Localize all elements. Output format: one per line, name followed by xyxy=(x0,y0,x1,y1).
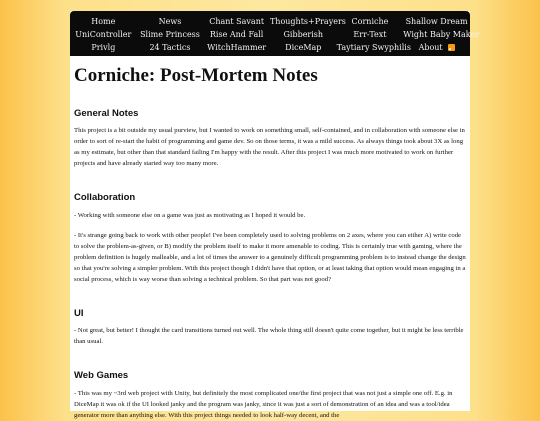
nav-link-taytiary-swyphilis[interactable]: Taytiary Swyphilis xyxy=(336,43,411,52)
nav-link-witchhammer[interactable]: WitchHammer xyxy=(207,43,267,52)
nav-link-24-tactics[interactable]: 24 Tactics xyxy=(149,43,191,52)
nav-link-chant-savant[interactable]: Chant Savant xyxy=(209,17,265,26)
section-ui xyxy=(74,309,466,347)
paragraph: - This was my ~3rd web project with Unity, but definitely the most complicated one/the first project that was not just a simple one off. E.g. in DiceMap it was ok if the UI looked janky and the program was janky, since it was just a sort of demonstration of an idea and was a tool/idea generator more than anything else. With this project things needed to look half-way decent, and the xyxy=(74,389,453,419)
section-web-games xyxy=(74,371,466,420)
article xyxy=(70,66,470,421)
paragraph: - Not great, but better! I thought the card transitions turned out well. The whole thing still doesn't quite come together, but it might be less terrible than usual. xyxy=(74,327,464,346)
nav-link-shallow-dream[interactable]: Shallow Dream xyxy=(405,17,468,26)
nav-row xyxy=(70,41,470,54)
nav-link-news[interactable]: News xyxy=(158,17,182,26)
section-heading: UI xyxy=(74,307,84,319)
nav-link-unicontroller[interactable]: UniController xyxy=(75,30,132,39)
paragraph: - It's strange going back to work with other people! I've been completely used to solving problems on 2 axes, where you can either A) write code to solve the problem-as-given, or B) modify the problem itself to make it more amenable to coding. This is certainly true with gaming, where the problem definition is hugely malleable, and a lot of times the answer to a genuinely difficult programming problem is to instead change the design so that you're solving a simpler problem. With this project though I didn't have that option, or at least taking that option would mean engaging in a social process, which is way worse than solving a technical problem. So that part was not good? xyxy=(74,231,466,283)
nav-link-wight-baby-maker[interactable]: Wight Baby Maker xyxy=(403,30,480,39)
nav-link-thoughts-prayers[interactable]: Thoughts+Prayers xyxy=(269,17,346,26)
nav-link-home[interactable]: Home xyxy=(91,17,116,26)
nav-link-dicemap[interactable]: DiceMap xyxy=(285,43,322,52)
rss-feed-icon[interactable] xyxy=(448,44,455,51)
nav-row xyxy=(70,28,480,41)
page-container xyxy=(70,11,480,419)
page-title: Corniche: Post-Mortem Notes xyxy=(74,65,318,86)
nav-link-privlg[interactable]: Privlg xyxy=(91,43,116,52)
paragraph: - Working with someone else on a game was just as motivating as I hoped it would be. xyxy=(74,211,306,219)
nav-row xyxy=(70,15,470,28)
section-collaboration xyxy=(74,193,466,284)
section-heading: General Notes xyxy=(74,107,139,119)
nav-link-rise-and-fall[interactable]: Rise And Fall xyxy=(209,30,264,39)
nav-link-corniche[interactable]: Corniche xyxy=(351,17,389,26)
nav-link-about[interactable]: About xyxy=(418,43,443,52)
paragraph: This project is a bit outside my usual purview, but I wanted to work on something small, self-contained, and in collaboration with someone else in order to sort of re-start the habit of programming and game dev. So on those terms, it was a mild success. As always things took about 3X as long as my estimate, but other than that standard failing I'm happy with the result. After this project I was much more motivated to work on further projects and have already started way too many more. xyxy=(74,127,465,168)
top-navigation xyxy=(70,11,480,56)
nav-link-about-wrapper xyxy=(403,43,470,52)
nav-link-slime-princess[interactable]: Slime Princess xyxy=(140,30,200,39)
nav-link-err-text[interactable]: Err-Text xyxy=(353,30,387,39)
section-heading: Web Games xyxy=(74,370,129,382)
nav-link-gibberish[interactable]: Gibberish xyxy=(283,30,324,39)
section-heading: Collaboration xyxy=(74,192,136,204)
section-general-notes xyxy=(74,109,466,169)
